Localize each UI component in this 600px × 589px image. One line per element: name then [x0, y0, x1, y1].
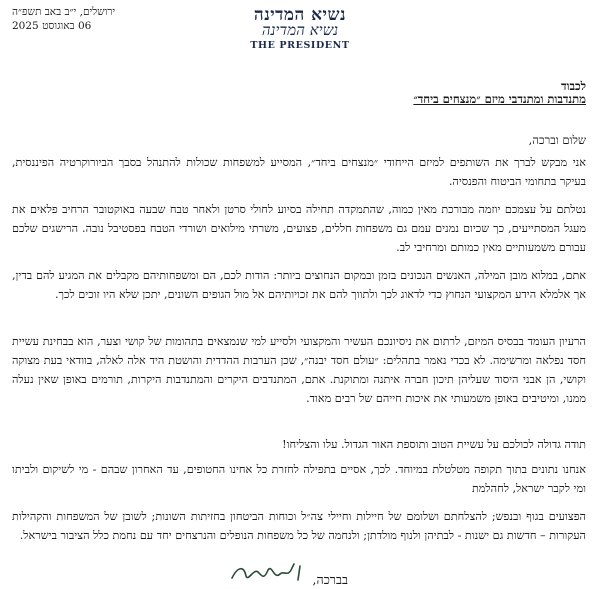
body-paragraph: נטלתם על עצמכם יוזמה מבורכת מאין כמוה, שהתמקדה תחילה בסיוע לחולי סרטן ולאחר טבח שבעה באוקטובר הרחיב פלאים את מעגל המסתייעים, כך שכיום נמנים עמם גם משפחות חללים, פצועים, משרתי מילואים ושורדי הטבח בפסטיבל נובה. הרישגים שלכם עבורם משמעותיים מאין כמותם ומרחיבי לב. [12, 203, 586, 254]
letterhead-script-emblem: נשיא המדינה [261, 21, 339, 39]
closing-text: בברכה, [312, 572, 348, 587]
recipient-salutation: לכבוד [560, 79, 586, 93]
body-paragraph: אנחנו נתונים בתוך תקופה מטלטלת במיוחד. לכך, אסיים בתפילה לחזרת כל אחינו החטופים, עד האחרון שבהם - מי לשיקום ולביתו ומי לקבר ישראל, לחהלמת [12, 463, 586, 495]
body-paragraph: אני מבקש לברך את השותפים למיזם הייחודי ״מנצחים ביחד״, המסייע למשפחות שכולות להתנהל בסבך הביורוקרטיה הפיננסית, בעיקר בתחומי הביטוח והפנסיה. [12, 156, 586, 188]
hebrew-date: ירושלים, י״ב באב תשפ״ה [12, 6, 116, 18]
handwritten-signature [228, 560, 308, 586]
body-paragraph: אתם, במלוא מובן המילה, האנשים הנכונים בזמן ובמקום הנחוצים ביותר: הודות לכם, הם ומשפחותיהם מקבלים את המגיע להם בדין, אך אלמלא הידע המקצועי הנחוץ כדי לדאוג לכך ולתווך להם את זכויותיהם אל מול הגופים השונים, יתכן שלא היו זוכים לכך. [12, 269, 586, 301]
recipient-line: מתנדבות ומתנדבי מיזם ״מנצחים ביחד״ [413, 92, 586, 106]
letterhead-english-title: THE PRESIDENT [250, 40, 350, 51]
letterhead-title: נשיא המדינה [253, 5, 347, 25]
gregorian-date: 06 באוגוסט 2025 [12, 20, 92, 32]
body-paragraph: הפצועים בגוף ובנפש; להצלחתם ושלומם של חיילות וחיילי צה״ל וכוחות הביטחון בחזיתות השונות; לשובן של המשפחות והקהילות העקורות – חדשות גם ישנות - לבתיהן ולנוף מולדתן; ולנחמה של כל משפחות הנופלים והנרצחים יחד עם נחמת כלל הציבור בישראל. [12, 510, 586, 542]
body-paragraph: תודה גדולה לכולכם על עשיית הטוב ותוספת האור הגדול. עלו והצליחו! [282, 438, 586, 451]
body-paragraph: הרעיון העומד בבסיס המיזם, לרתום את ניסיונכם העשיר והמקצועי ולסייע למי שנמצאים בתהומות של קושי וצער, הוא בבחינת עשיית חסד נפלאה ומרשימה. לא בכדי נאמר בתהלים: ״עולם חסד יבנה״, שכן הערבות ההדדית והושטת היד אלה לאלה, בוודאי בעת מצוקה וקושי, הן אבני היסוד שעליהן תיכון חברה איתנה ומתוקנת. אתם, המתנדבים היקרים והמתנדבות היקרות, תורמים באופן שאין נעלה ממנו, ומיטיבים באופן משמעותי את איכות חייהם של רבים מאוד. [12, 335, 586, 405]
greeting: שלום וברכה, [528, 133, 586, 147]
